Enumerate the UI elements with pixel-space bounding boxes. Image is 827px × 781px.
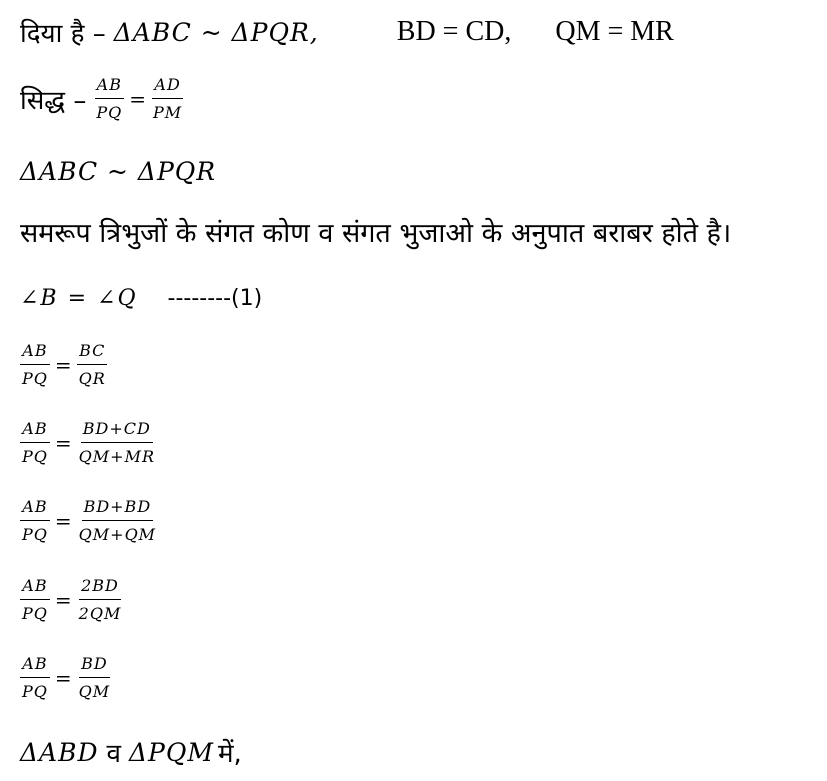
given-prefix: दिया है – (20, 19, 106, 49)
step-lhs-fraction (20, 656, 50, 700)
step-rhs-fraction (77, 421, 157, 465)
step-rhs-fraction (77, 343, 108, 387)
fraction-numerator: AB (20, 499, 49, 521)
fraction-denominator: PQ (22, 682, 48, 701)
theorem-statement: समरूप त्रिभुजों के संगत कोण व संगत भुजाओ के अनुपात बराबर होते है। (20, 217, 732, 249)
fraction-numerator: 2BD (79, 578, 121, 600)
fraction-numerator: AB (20, 656, 49, 678)
to-prove-rhs-fraction (151, 77, 184, 121)
fraction-numerator: AB (20, 343, 49, 365)
equals-sign: = (54, 588, 72, 612)
step-rhs-fraction (77, 578, 124, 622)
to-prove-lhs-fraction (94, 77, 124, 121)
equals-sign: = (54, 431, 72, 455)
step-3 (20, 494, 158, 548)
fraction-denominator: QM (78, 682, 111, 701)
fraction-numerator: AD (152, 77, 182, 99)
similarity-statement: ΔABC ~ ΔPQR (20, 156, 217, 186)
similarity-line (20, 152, 216, 190)
equals-sign: = (129, 87, 147, 111)
angle-equality-line (20, 280, 262, 316)
step-lhs-fraction (20, 343, 50, 387)
conjunction: व (106, 739, 121, 769)
equals-sign: = (54, 353, 72, 377)
fraction-denominator: PQ (96, 103, 123, 122)
step-lhs-fraction (20, 499, 50, 543)
theorem-statement-line (20, 210, 731, 252)
step-rhs-fraction (77, 656, 113, 700)
triangle-pqm: ΔPQM (129, 737, 214, 767)
fraction-denominator: PQ (22, 369, 48, 388)
fraction-denominator: PQ (22, 525, 48, 544)
equation-reference: --------(1) (167, 285, 263, 311)
to-prove-line (20, 72, 184, 126)
fraction-numerator: AB (20, 421, 49, 443)
given-line (20, 12, 674, 52)
triangle-comparison-line (20, 732, 242, 772)
step-lhs-fraction (20, 578, 50, 622)
equals-sign: = (54, 666, 72, 690)
angle-equality: ∠B = ∠Q (20, 285, 138, 311)
fraction-denominator: QR (78, 369, 106, 388)
step-lhs-fraction (20, 421, 50, 465)
fraction-denominator: QM+MR (78, 447, 155, 466)
fraction-denominator: PM (153, 103, 183, 122)
step-5 (20, 651, 112, 705)
fraction-numerator: BC (77, 343, 107, 365)
equals-sign: = (54, 509, 72, 533)
to-prove-prefix: सिद्ध – (20, 86, 87, 116)
fraction-numerator: BD (79, 656, 110, 678)
given-similarity: ΔABC ~ ΔPQR, (113, 17, 319, 47)
fraction-denominator: PQ (22, 604, 48, 623)
fraction-denominator: 2QM (78, 604, 122, 623)
fraction-numerator: AB (20, 578, 49, 600)
step-rhs-fraction (77, 499, 158, 543)
given-condition-qm-mr: QM = MR (555, 16, 674, 47)
step-1 (20, 338, 108, 392)
postposition: में, (217, 739, 242, 769)
fraction-denominator: QM+QM (78, 525, 157, 544)
fraction-numerator: BD+CD (81, 421, 153, 443)
given-condition-bd-cd: BD = CD, (396, 16, 512, 47)
fraction-denominator: PQ (22, 447, 48, 466)
fraction-numerator: BD+BD (82, 499, 154, 521)
triangle-abd: ΔABD (20, 737, 99, 767)
fraction-numerator: AB (95, 77, 124, 99)
step-2 (20, 416, 157, 470)
step-4 (20, 573, 123, 627)
